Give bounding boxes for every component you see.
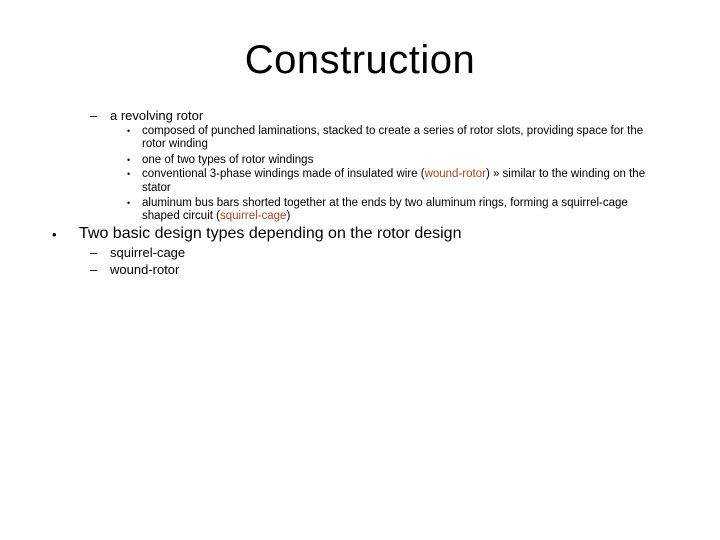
bullet-marker: •: [52, 227, 57, 242]
conventional-suffix: ) » similar to the winding on the: [485, 168, 646, 180]
conventional-prefix: conventional 3-phase windings made of insulated wire (: [142, 168, 425, 180]
dash-marker: –: [90, 108, 98, 123]
conventional-line2: stator: [142, 182, 171, 194]
design-heading: Two basic design types depending on the rotor design: [79, 225, 462, 242]
aluminum-suffix: ): [286, 210, 291, 222]
design-type-item: wound-rotor: [110, 262, 180, 277]
bullet-marker: •: [127, 126, 131, 136]
squirrel-cage-term: squirrel-cage: [219, 210, 287, 222]
wound-rotor-term: wound-rotor: [424, 168, 486, 180]
aluminum-prefix: shaped circuit (: [142, 210, 220, 222]
design-type-item: squirrel-cage: [110, 245, 186, 260]
laminations-line2: rotor winding: [142, 138, 208, 150]
slide-title: Construction: [244, 38, 476, 82]
dash-marker: –: [90, 245, 98, 260]
laminations-line1: composed of punched laminations, stacked to create a series of rotor slots, providing space for the: [142, 125, 644, 137]
bullet-marker: •: [127, 198, 131, 208]
dash-marker: –: [90, 262, 98, 277]
aluminum-line2: [142, 209, 290, 223]
bullet-marker: •: [127, 155, 131, 165]
aluminum-line1: aluminum bus bars shorted together at the ends by two aluminum rings, forming a squirrel-cage: [142, 197, 628, 209]
conventional-line1: [142, 167, 645, 181]
rotor-label: a revolving rotor: [110, 108, 204, 123]
rotor-types-text: one of two types of rotor windings: [142, 154, 314, 166]
bullet-marker: •: [127, 169, 131, 179]
